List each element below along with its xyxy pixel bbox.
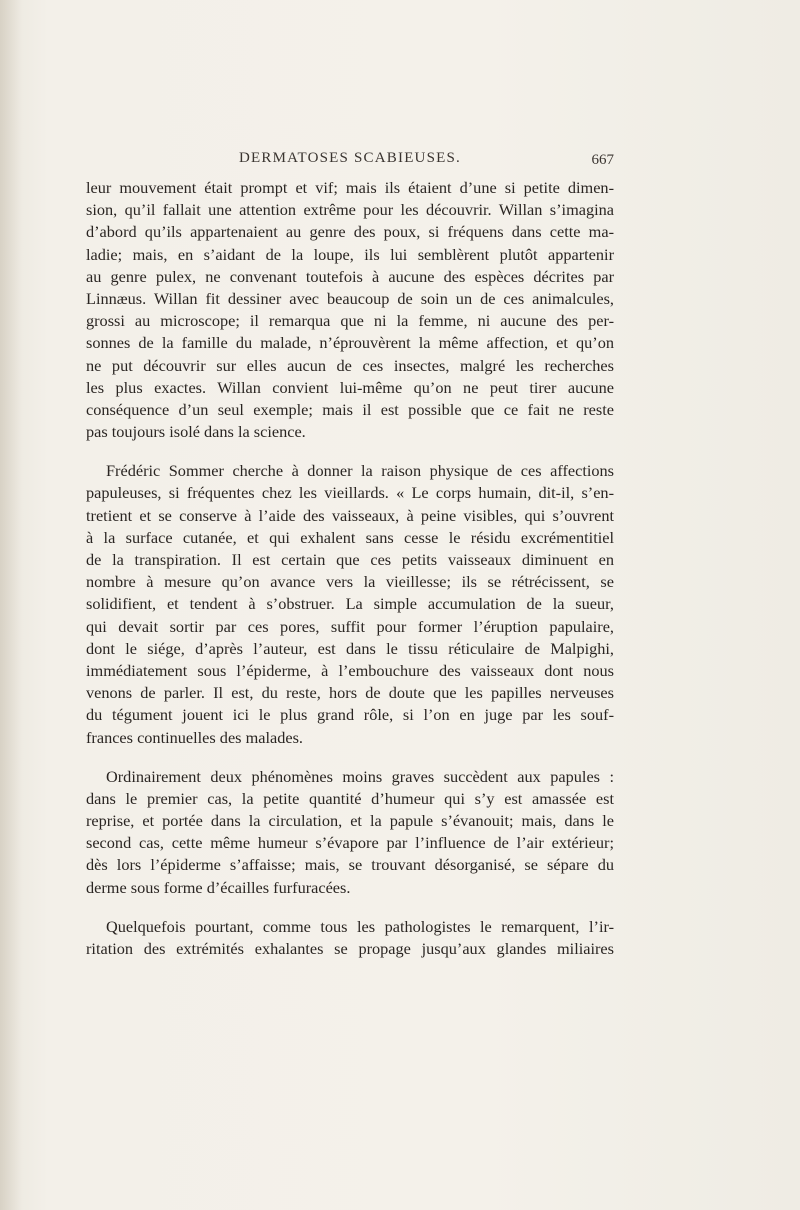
- text-line: immédiatement sous l’épiderme, à l’embouchure des vaisseaux dont nous: [86, 660, 614, 680]
- text-line: d’abord qu’ils appartenaient au genre des poux, si fréquens dans cette ma-: [86, 222, 614, 242]
- text-line: dans le premier cas, la petite quantité d’humeur qui s’y est amassée est: [86, 788, 614, 808]
- text-line: sonnes de la famille du malade, n’éprouvèrent la même affection, et qu’on: [86, 333, 614, 353]
- text-line: Linnæus. Willan fit dessiner avec beaucoup de soin un de ces animalcules,: [86, 288, 614, 308]
- text-line: reprise, et portée dans la circulation, et la papule s’évanouit; mais, dans le: [86, 811, 614, 831]
- running-title: DERMATOSES SCABIEUSES.: [238, 150, 461, 166]
- page-number: 667: [591, 152, 614, 168]
- text-line: derme sous forme d’écailles furfuracées.: [86, 877, 351, 897]
- text-line: grossi au microscope; il remarqua que ni la femme, ni aucune des per-: [86, 311, 614, 331]
- paragraph-gap: [86, 899, 614, 916]
- text-line: frances continuelles des malades.: [86, 727, 303, 747]
- text-line: qui devait sortir par ces pores, suffit pour former l’éruption papulaire,: [86, 616, 614, 636]
- text-line: Quelquefois pourtant, comme tous les pathologistes le remarquent, l’ir-: [106, 916, 614, 936]
- text-line: conséquence d’un seul exemple; mais il est possible que ce fait ne reste: [86, 399, 614, 419]
- text-line: solidifient, et tendent à s’obstruer. La simple accumulation de la sueur,: [86, 594, 614, 614]
- running-head: [86, 150, 614, 172]
- text-line: les plus exactes. Willan convient lui-même qu’on ne peut tirer aucune: [86, 377, 614, 397]
- text-line: ritation des extrémités exhalantes se propage jusqu’aux glandes miliaires: [86, 939, 614, 958]
- text-line: ladie; mais, en s’aidant de la loupe, ils lui semblèrent plutôt appartenir: [86, 244, 614, 264]
- text-line: Ordinairement deux phénomènes moins graves succèdent aux papules :: [106, 766, 614, 786]
- text-line: Frédéric Sommer cherche à donner la raison physique de ces affections: [106, 461, 614, 481]
- page-edge-shadow: [0, 0, 22, 1210]
- paragraph: [86, 916, 614, 960]
- paragraph: [86, 177, 614, 443]
- paragraph-gap: [86, 749, 614, 766]
- text-line: pas toujours isolé dans la science.: [86, 422, 306, 442]
- body-text: [86, 177, 614, 960]
- text-line: second cas, cette même humeur s’évapore par l’influence de l’air extérieur;: [86, 833, 614, 853]
- text-line: leur mouvement était prompt et vif; mais ils étaient d’une si petite dimen-: [86, 178, 614, 197]
- text-line: sion, qu’il fallait une attention extrême pour les découvrir. Willan s’imagina: [86, 200, 614, 220]
- text-line: de la transpiration. Il est certain que ces petits vaisseaux diminuent en: [86, 550, 614, 569]
- text-line: du tégument jouent ici le plus grand rôle, si l’on en juge par les souf-: [86, 705, 614, 725]
- text-line: au genre pulex, ne convenant toutefois à aucune des espèces décrites par: [86, 266, 614, 286]
- text-line: nombre à mesure qu’on avance vers la vieillesse; ils se rétrécissent, se: [86, 572, 614, 592]
- paragraph: [86, 460, 614, 748]
- text-line: papuleuses, si fréquentes chez les vieillards. « Le corps humain, dit-il, s’en-: [86, 483, 614, 503]
- paragraph-gap: [86, 443, 614, 460]
- text-line: dès lors l’épiderme s’affaisse; mais, se trouvant désorganisé, se sépare du: [86, 855, 614, 875]
- text-line: dont le siége, d’après l’auteur, est dans le tissu réticulaire de Malpighi,: [86, 638, 614, 658]
- text-line: ne put découvrir sur elles aucun de ces insectes, malgré les recherches: [86, 355, 614, 375]
- text-line: tretient et se conserve à l’aide des vaisseaux, à peine visibles, qui s’ouvrent: [86, 505, 614, 525]
- text-line: à la surface cutanée, et qui exhalent sans cesse le résidu excrémentitiel: [86, 527, 614, 547]
- paragraph: [86, 766, 614, 899]
- text-line: venons de parler. Il est, du reste, hors de doute que les papilles nerveuses: [86, 683, 614, 703]
